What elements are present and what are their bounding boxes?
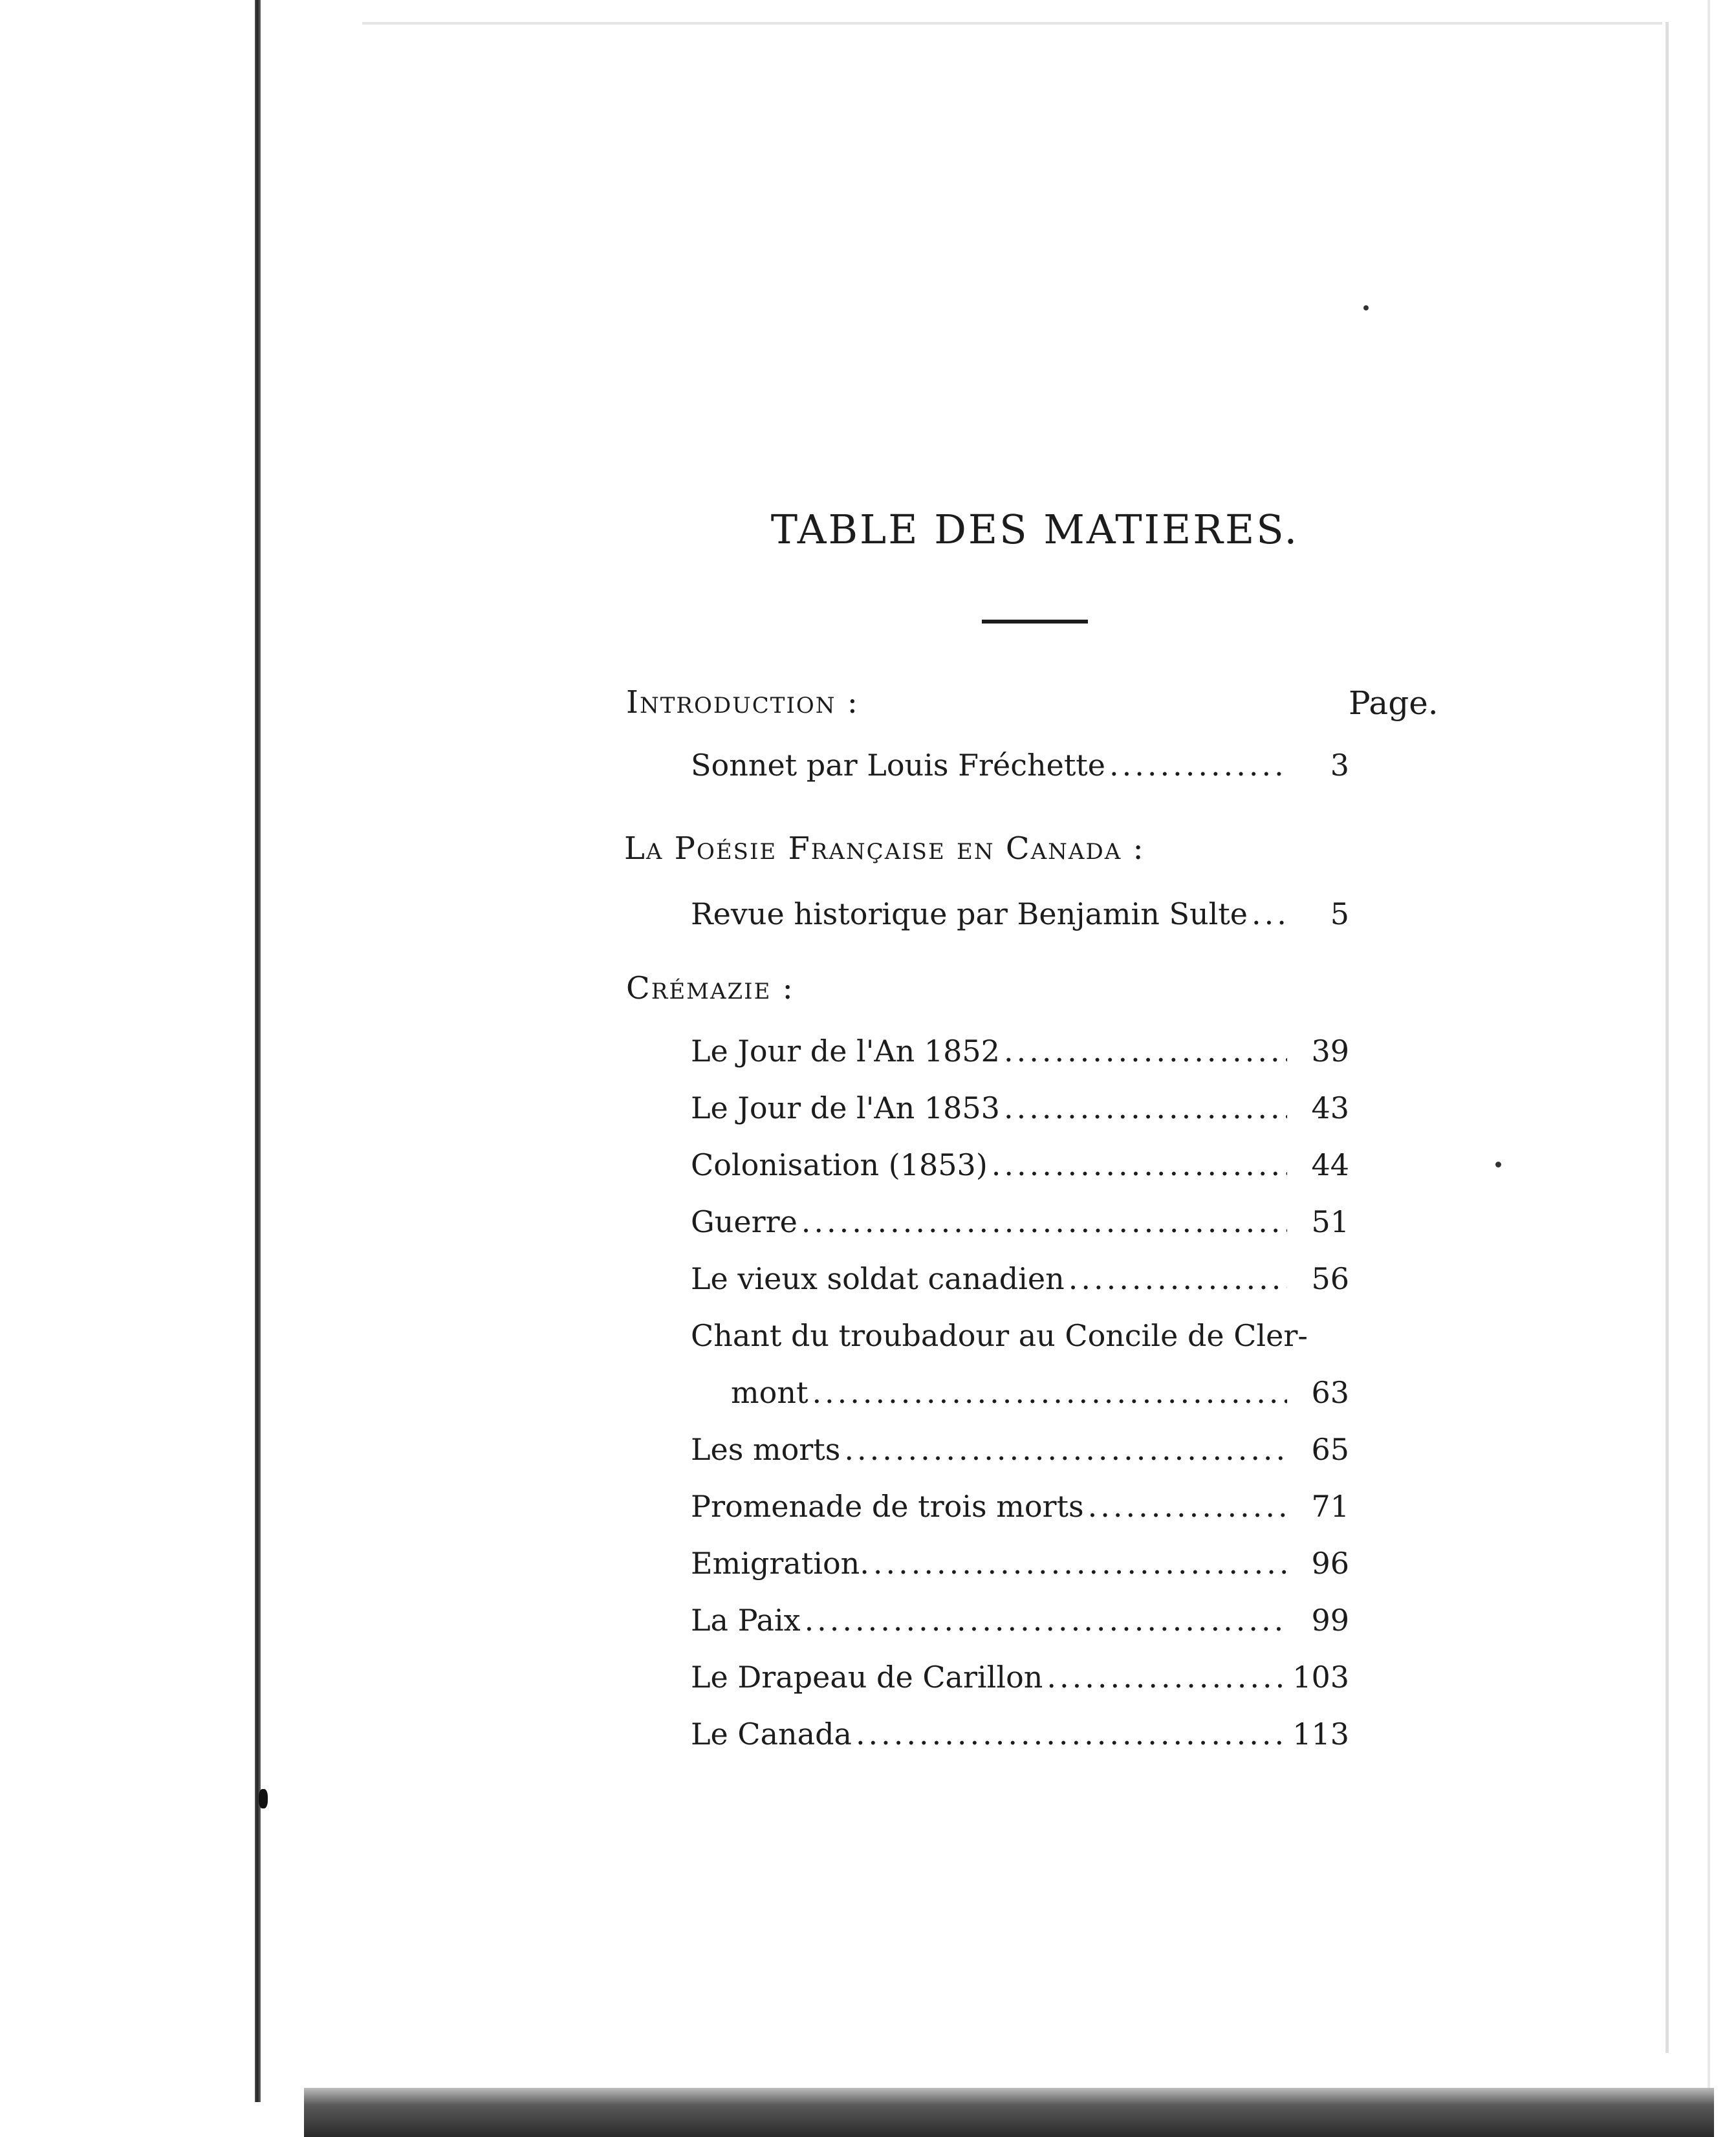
toc-entry-title: Guerre (691, 1204, 797, 1239)
dot-leader (873, 1548, 1287, 1578)
toc-entry (691, 1261, 1349, 1296)
dot-leader (992, 1150, 1287, 1180)
toc-entry-page: 96 (1311, 1546, 1349, 1581)
page-column-header: Page. (1349, 684, 1438, 722)
section-heading-poesie: La Poésie Française en Canada : (624, 830, 1145, 867)
toc-entry (691, 1204, 1349, 1239)
toc-entry-page: 65 (1311, 1432, 1349, 1467)
toc-entry (691, 1147, 1349, 1182)
toc-entry-title: Promenade de trois morts (691, 1489, 1084, 1524)
dot-leader (812, 1378, 1287, 1407)
page-title: TABLE DES MATIERES. (770, 506, 1299, 553)
toc-entry (691, 1546, 1349, 1581)
toc-entry-title: Le Drapeau de Carillon (691, 1660, 1043, 1695)
toc-entry-page: 51 (1311, 1204, 1349, 1239)
toc-entry (731, 1375, 1349, 1410)
dot-leader (1252, 899, 1287, 929)
toc-entry (691, 1432, 1349, 1467)
section-heading-introduction: Introduction : (626, 684, 859, 721)
toc-entry-page: 63 (1311, 1375, 1349, 1410)
section-heading-cremazie: Crémazie : (626, 970, 794, 1006)
toc-entry (691, 1090, 1349, 1125)
toc-entry (691, 1717, 1349, 1752)
toc-entry-title: Le vieux soldat canadien (691, 1261, 1065, 1296)
toc-entry (691, 1036, 1349, 1066)
toc-entry-title: Le Canada (691, 1717, 852, 1752)
toc-entry-page: 5 (1330, 896, 1349, 931)
toc-entry-title: Chant du troubadour au Concile de Cler- (691, 1318, 1308, 1353)
dot-leader (1069, 1264, 1287, 1294)
toc-entry (691, 748, 1349, 783)
toc-entry-page: 43 (1311, 1090, 1349, 1125)
dot-leader (856, 1719, 1287, 1749)
toc-entry-title: Emigration. (691, 1546, 869, 1581)
toc-entry (691, 1660, 1349, 1695)
dot-leader (805, 1605, 1287, 1635)
toc-entry-title: Revue historique par Benjamin Sulte (691, 896, 1248, 931)
toc-entry-title-continued: mont (731, 1375, 808, 1410)
toc-entry-page: 3 (1330, 748, 1349, 783)
dot-leader (801, 1207, 1287, 1237)
toc-entry-page: 99 (1311, 1603, 1349, 1638)
toc-entry-title: Le Jour de l'An 1853 (691, 1090, 1000, 1125)
toc-entry-page: 44 (1311, 1147, 1349, 1182)
dot-leader (1088, 1492, 1287, 1521)
dot-leader (1109, 750, 1287, 780)
toc-entry-title: La Paix (691, 1603, 801, 1638)
dot-leader (844, 1435, 1287, 1464)
toc-entry (691, 1603, 1349, 1638)
toc-entry-page: 103 (1292, 1660, 1349, 1695)
toc-entry-page: 56 (1311, 1261, 1349, 1296)
toc-entry-page: 113 (1292, 1717, 1349, 1752)
toc-entry (691, 1489, 1349, 1524)
toc-entry-title: Sonnet par Louis Fréchette (691, 748, 1106, 783)
toc-entry-title: Colonisation (1853) (691, 1147, 988, 1182)
toc-entry-page: 71 (1311, 1489, 1349, 1524)
toc-entry-page: 39 (1311, 1034, 1349, 1068)
toc-entry-title: Les morts (691, 1432, 841, 1467)
toc-entry-title: Le Jour de l'An 1852 (691, 1034, 1000, 1068)
toc-entry (691, 896, 1349, 931)
dot-leader (1047, 1662, 1287, 1692)
dot-leader (1004, 1036, 1287, 1066)
dot-leader (1004, 1093, 1287, 1123)
